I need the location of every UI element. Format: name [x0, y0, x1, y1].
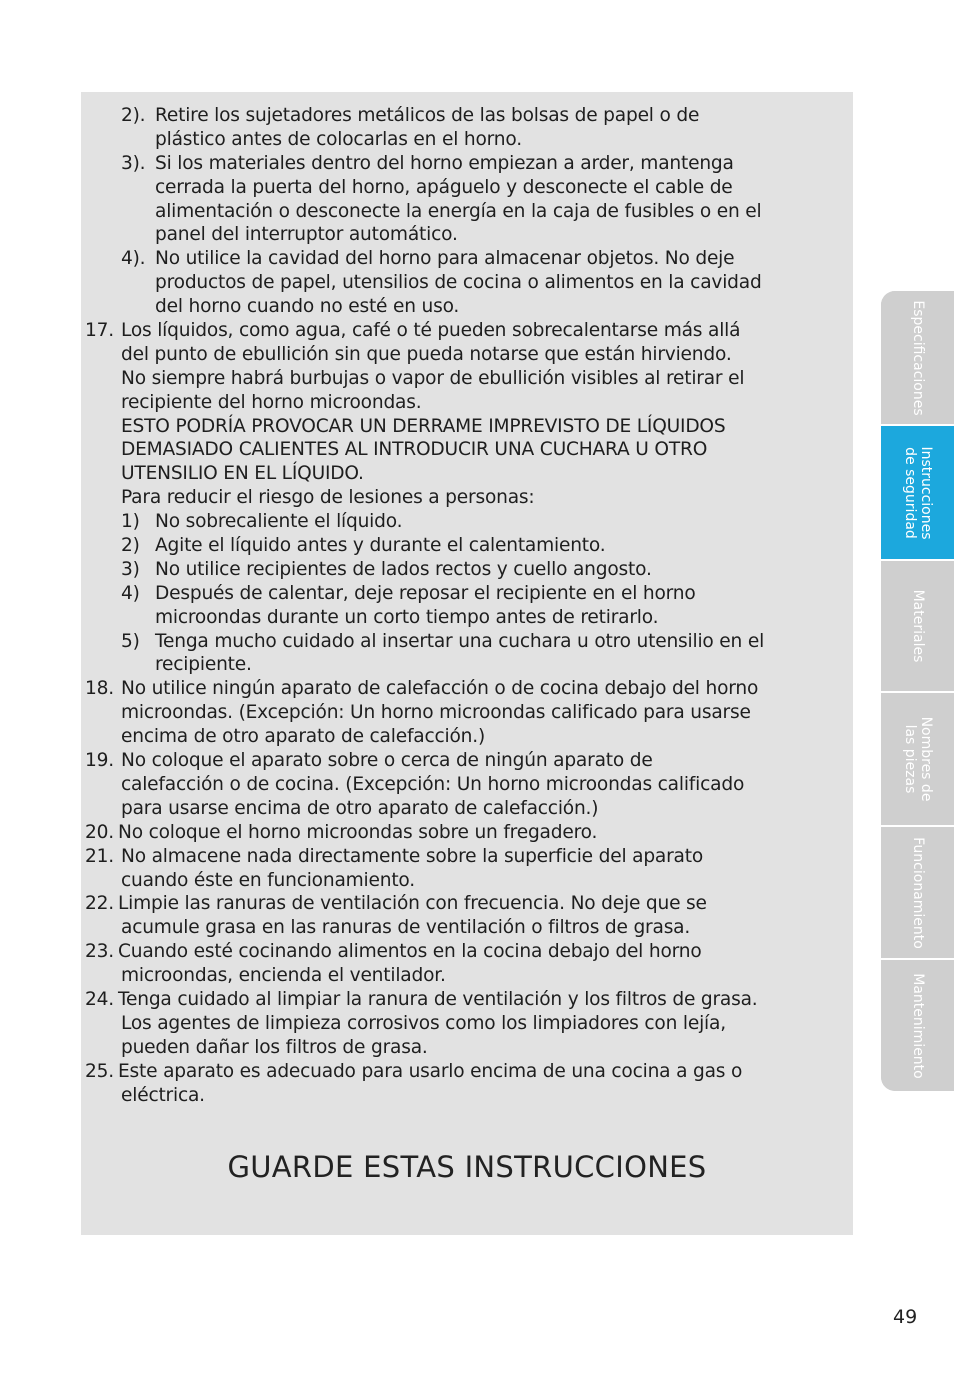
item-text: cerrada la puerta del horno, apáguelo y desconecte el cable de: [155, 176, 733, 198]
item-text: No utilice la cavidad del horno para almacenar objetos. No deje: [155, 248, 735, 270]
item-text: No utilice recipientes de lados rectos y cuello angosto.: [155, 558, 652, 580]
list-line: [85, 845, 851, 869]
list-line: [85, 653, 851, 677]
list-line: [85, 725, 851, 749]
item-text: productos de papel, utensilios de cocina o alimentos en la cavidad: [155, 272, 762, 294]
list-item: [85, 104, 851, 152]
list-item: [85, 558, 851, 582]
list-line: [85, 1012, 851, 1036]
list-item: [85, 677, 851, 749]
list-item: [85, 630, 851, 678]
list-line: [85, 462, 851, 486]
page-number: 49: [893, 1306, 918, 1328]
item-text: Para reducir el riesgo de lesiones a personas:: [121, 487, 535, 509]
item-text: del punto de ebullición sin que pueda notarse que están hirviendo.: [121, 343, 732, 365]
tab-especificaciones[interactable]: [881, 291, 954, 424]
tab-label: Materiales: [909, 589, 926, 663]
list-item: [85, 152, 851, 248]
item-number: 2).: [121, 105, 146, 126]
item-text: alimentación o desconecte la energía en la caja de fusibles o en el: [155, 200, 762, 222]
list-item: [85, 247, 851, 319]
item-text: microondas durante un corto tiempo antes de retirarlo.: [155, 606, 659, 628]
item-text: UTENSILIO EN EL LÍQUIDO.: [121, 463, 364, 485]
item-number: 5): [121, 630, 140, 652]
item-text: pueden dañar los filtros de grasa.: [121, 1036, 428, 1058]
list-line: [85, 534, 851, 558]
item-text: para usarse encima de otro aparato de calefacción.): [121, 797, 599, 819]
list-line: [85, 1084, 851, 1108]
list-item: [85, 988, 851, 1060]
list-line: [85, 486, 851, 510]
list-line: [85, 630, 851, 654]
list-line: [85, 964, 851, 988]
list-line: [85, 391, 851, 415]
list-line: [85, 510, 851, 534]
tab-nombres-de-las-piezas[interactable]: [881, 691, 954, 825]
item-text: calefacción o de cocina. (Excepción: Un horno microondas calificado: [121, 773, 745, 795]
list-line: [85, 438, 851, 462]
item-number: 21.: [85, 845, 114, 867]
list-item: [85, 749, 851, 821]
list-line: [85, 415, 851, 439]
item-text: No coloque el aparato sobre o cerca de ningún aparato de: [121, 750, 653, 772]
list-line: [85, 1036, 851, 1060]
item-text: No almacene nada directamente sobre la superficie del aparato: [121, 845, 704, 867]
list-line: [85, 104, 851, 128]
list-line: [85, 558, 851, 582]
item-number: 17.: [85, 320, 114, 342]
list-line: [85, 892, 851, 916]
tab-materiales[interactable]: [881, 559, 954, 691]
list-line: [85, 319, 851, 343]
item-text: Los agentes de limpieza corrosivos como los limpiadores con lejía,: [121, 1012, 726, 1034]
list-line: [85, 797, 851, 821]
list-line: [85, 749, 851, 773]
list-line: [85, 869, 851, 893]
item-number: 3).: [121, 152, 146, 174]
item-number: 19.: [85, 750, 114, 772]
item-number: 22.: [85, 893, 114, 915]
item-text: del horno cuando no esté en uso.: [155, 296, 460, 318]
tab-label: Mantenimiento: [909, 972, 926, 1079]
list-line: [85, 247, 851, 271]
item-number: 18.: [85, 678, 114, 700]
item-text: encima de otro aparato de calefacción.): [121, 726, 486, 748]
tab-label: Especificaciones: [909, 299, 926, 416]
item-text: Retire los sujetadores metálicos de las bolsas de papel o de: [155, 105, 700, 126]
list-line: [85, 128, 851, 152]
list-line: [85, 677, 851, 701]
item-text: Después de calentar, deje reposar el recipiente en el horno: [155, 582, 696, 604]
section-tabs: [881, 291, 954, 1091]
item-text: Tenga cuidado al limpiar la ranura de ventilación y los filtros de grasa.: [118, 988, 758, 1010]
list-line: [85, 916, 851, 940]
item-number: 20.: [85, 821, 114, 843]
item-text: plástico antes de colocarlas en el horno.: [155, 128, 522, 150]
item-text: Si los materiales dentro del horno empiezan a arder, mantenga: [155, 152, 734, 174]
item-text: recipiente del horno microondas.: [121, 391, 422, 413]
item-number: 1): [121, 511, 140, 533]
item-text: microondas. (Excepción: Un horno microondas calificado para usarse: [121, 702, 751, 724]
list-line: [85, 582, 851, 606]
list-line: [85, 606, 851, 630]
item-text: Este aparato es adecuado para usarlo encima de una cocina a gas o: [118, 1060, 743, 1082]
item-text: DEMASIADO CALIENTES AL INTRODUCIR UNA CUCHARA U OTRO: [121, 439, 708, 461]
list-item: [85, 845, 851, 893]
item-number: 23.: [85, 941, 114, 963]
list-line: [85, 701, 851, 725]
item-text: ESTO PODRÍA PROVOCAR UN DERRAME IMPREVISTO DE LÍQUIDOS: [121, 415, 726, 437]
item-number: 4): [121, 582, 140, 604]
list-line: [85, 821, 851, 845]
item-text: No siempre habrá burbujas o vapor de ebullición visibles al retirar el: [121, 367, 745, 389]
tab-label: Funcionamiento: [909, 836, 926, 949]
item-text: Agite el líquido antes y durante el calentamiento.: [155, 535, 606, 557]
list-line: [85, 271, 851, 295]
list-item: [85, 821, 851, 845]
item-text: Tenga mucho cuidado al insertar una cuchara u otro utensilio en el: [155, 630, 765, 652]
list-line: [85, 200, 851, 224]
list-item: [85, 510, 851, 534]
list-line: [85, 343, 851, 367]
list-item: [85, 319, 851, 510]
list-line: [85, 1060, 851, 1084]
tab-instrucciones-de-seguridad[interactable]: [881, 424, 954, 559]
item-text: Limpie las ranuras de ventilación con frecuencia. No deje que se: [118, 893, 707, 915]
item-text: acumule grasa en las ranuras de ventilación o filtros de grasa.: [121, 917, 691, 939]
item-number: 4).: [121, 248, 146, 270]
list-line: [85, 773, 851, 797]
list-line: [85, 988, 851, 1012]
list-item: [85, 940, 851, 988]
item-text: eléctrica.: [121, 1084, 205, 1106]
item-number: 3): [121, 558, 140, 580]
list-line: [85, 940, 851, 964]
item-number: 2): [121, 535, 140, 557]
list-line: [85, 152, 851, 176]
tab-label: Instrucciones de seguridad: [901, 445, 934, 540]
list-line: [85, 367, 851, 391]
item-text: Los líquidos, como agua, café o té pueden sobrecalentarse más allá: [121, 320, 741, 342]
list-line: [85, 295, 851, 319]
item-text: No utilice ningún aparato de calefacción o de cocina debajo del horno: [121, 678, 759, 700]
list-item: [85, 892, 851, 940]
item-number: 25.: [85, 1060, 114, 1082]
item-text: No sobrecaliente el líquido.: [155, 511, 403, 533]
tab-funcionamiento[interactable]: [881, 825, 954, 958]
item-text: No coloque el horno microondas sobre un fregadero.: [118, 821, 598, 843]
item-text: recipiente.: [155, 654, 252, 676]
list-item: [85, 582, 851, 630]
item-text: microondas, encienda el ventilador.: [121, 965, 446, 987]
list-line: [85, 176, 851, 200]
list-item: [85, 534, 851, 558]
list-item: [85, 1060, 851, 1108]
item-text: Cuando esté cocinando alimentos en la cocina debajo del horno: [118, 941, 702, 963]
safety-instructions-list: [85, 104, 851, 1107]
item-text: panel del interruptor automático.: [155, 224, 458, 246]
save-instructions-heading: GUARDE ESTAS INSTRUCCIONES: [227, 1150, 707, 1184]
tab-mantenimiento[interactable]: [881, 958, 954, 1091]
tab-label: Nombres de las piezas: [901, 716, 934, 802]
item-text: cuando éste en funcionamiento.: [121, 869, 415, 891]
list-line: [85, 223, 851, 247]
item-number: 24.: [85, 988, 114, 1010]
